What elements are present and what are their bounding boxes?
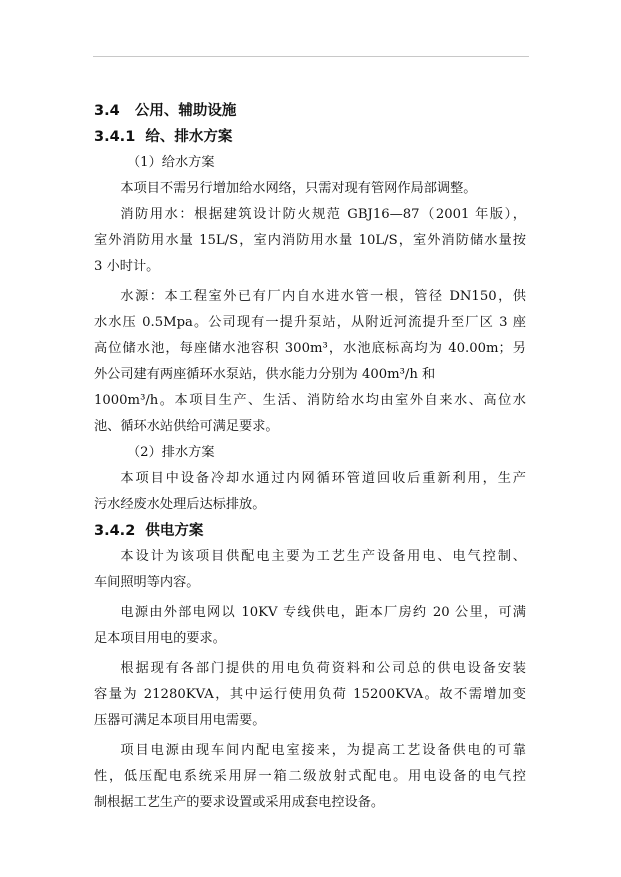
- text-line: 污水经废水处理后达标排放。: [94, 497, 266, 512]
- paragraph: [94, 544, 526, 596]
- text-line: 制根据工艺生产的要求设置或采用成套电控设备。: [94, 795, 385, 810]
- text-line: 本设计为该项目供配电主要为工艺生产设备用电、电气控制、: [120, 549, 526, 564]
- subsection-number: 3.4.1: [94, 129, 136, 145]
- text-line: 容量为 21280KVA，其中运行使用负荷 15200KVA。故不需增加变: [94, 687, 526, 702]
- subsection-title: 给、排水方案: [145, 129, 233, 145]
- text-line: 室外消防用水量 15L/S，室内消防用水量 10L/S，室外消防储水量按: [94, 233, 526, 248]
- subsection-heading-water: [94, 124, 526, 150]
- text-line: 水水压 0.5Mpa。公司现有一提升泵站，从附近河流提升至厂区 3 座: [94, 315, 526, 330]
- text-line: 外公司建有两座循环水泵站，供水能力分别为 400m³/h 和: [94, 367, 436, 382]
- text-line: 池、循环水站供给可满足要求。: [94, 419, 279, 434]
- paragraph: [94, 600, 526, 652]
- text-line: 足本项目用电的要求。: [94, 631, 226, 646]
- text-line: 1000m³/h。本项目生产、生活、消防给水均由室外自来水、高位水: [94, 393, 526, 408]
- text-line: 电源由外部电网以 10KV 专线供电，距本厂房约 20 公里，可满: [120, 605, 526, 620]
- text-line: 压器可满足本项目用电需要。: [94, 713, 266, 728]
- paragraph: [94, 466, 526, 518]
- text-line: 根据现有各部门提供的用电负荷资料和公司总的供电设备安装: [120, 661, 526, 676]
- text-line: 性，低压配电系统采用屏一箱二级放射式配电。用电设备的电气控: [94, 769, 526, 784]
- paragraph: [94, 176, 526, 202]
- subsection-heading-power: [94, 518, 526, 544]
- paragraph: [94, 656, 526, 734]
- document-body: [94, 98, 526, 816]
- section-heading: [94, 98, 526, 124]
- text-line: 消防用水：根据建筑设计防火规范 GBJ16—87（2001 年版），: [120, 207, 526, 222]
- section-number: 3.4: [94, 103, 120, 119]
- subsection-number: 3.4.2: [94, 523, 136, 539]
- text-line: 本项目中设备冷却水通过内网循环管道回收后重新利用，生产: [120, 471, 526, 486]
- paragraph: [94, 738, 526, 816]
- text-line: 水源：本工程室外已有厂内自水进水管一根，管径 DN150，供: [120, 289, 526, 304]
- subsection-title: 供电方案: [145, 523, 204, 539]
- water-supply-label: （1）给水方案: [127, 155, 215, 170]
- text-line: 本项目不需另行增加给水网络，只需对现有管网作局部调整。: [120, 181, 477, 196]
- header-rule: [93, 56, 529, 57]
- text-line: 高位储水池，每座储水池容积 300m³，水池底标高均为 40.00m；另: [94, 341, 526, 356]
- drainage-label: （2）排水方案: [127, 445, 215, 460]
- paragraph: [94, 202, 526, 280]
- text-line: 项目电源由现车间内配电室接来，为提高工艺设备供电的可靠: [120, 743, 526, 758]
- section-title: 公用、辅助设施: [134, 103, 237, 119]
- text-line: 3 小时计。: [94, 259, 160, 274]
- paragraph: [94, 284, 526, 440]
- text-line: 车间照明等内容。: [94, 575, 200, 590]
